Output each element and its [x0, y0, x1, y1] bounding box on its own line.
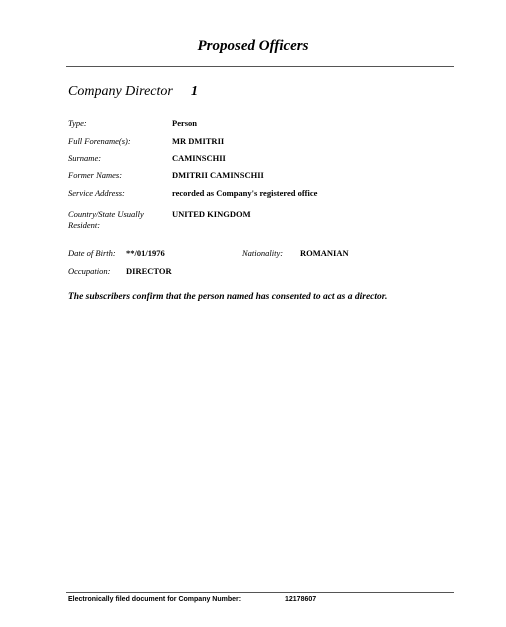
occupation-label: Occupation: — [68, 266, 111, 276]
footer-text: Electronically filed document for Company Number: — [68, 596, 242, 603]
country-value: UNITED KINGDOM — [172, 209, 251, 219]
service-address-label: Service Address: — [68, 188, 125, 198]
dob-value: **/01/1976 — [126, 248, 165, 258]
former-names-label: Former Names: — [68, 170, 123, 180]
service-address-value: recorded as Company's registered office — [172, 188, 318, 198]
dob-label: Date of Birth: — [68, 248, 116, 258]
page-title: Proposed Officers — [197, 38, 309, 54]
surname-value: CAMINSCHII — [172, 153, 226, 163]
forenames-value: MR DMITRII — [172, 136, 225, 146]
type-label: Type: — [68, 118, 87, 128]
country-label: Country/State Usually Resident: — [68, 209, 144, 230]
nationality-label: Nationality: — [242, 248, 284, 258]
occupation-value: DIRECTOR — [126, 266, 172, 276]
section-heading: Company Director — [68, 84, 173, 99]
director-number: 1 — [191, 84, 198, 99]
company-number: 12178607 — [285, 596, 317, 603]
title-divider — [66, 66, 454, 67]
type-value: Person — [172, 118, 198, 128]
forenames-label: Full Forename(s): — [68, 136, 131, 146]
nationality-value: ROMANIAN — [300, 248, 349, 258]
consent-statement: The subscribers confirm that the person named has consented to act as a director. — [68, 292, 388, 302]
former-names-value: DMITRII CAMINSCHII — [172, 170, 264, 180]
footer-divider — [66, 592, 454, 593]
surname-label: Surname: — [68, 153, 102, 163]
